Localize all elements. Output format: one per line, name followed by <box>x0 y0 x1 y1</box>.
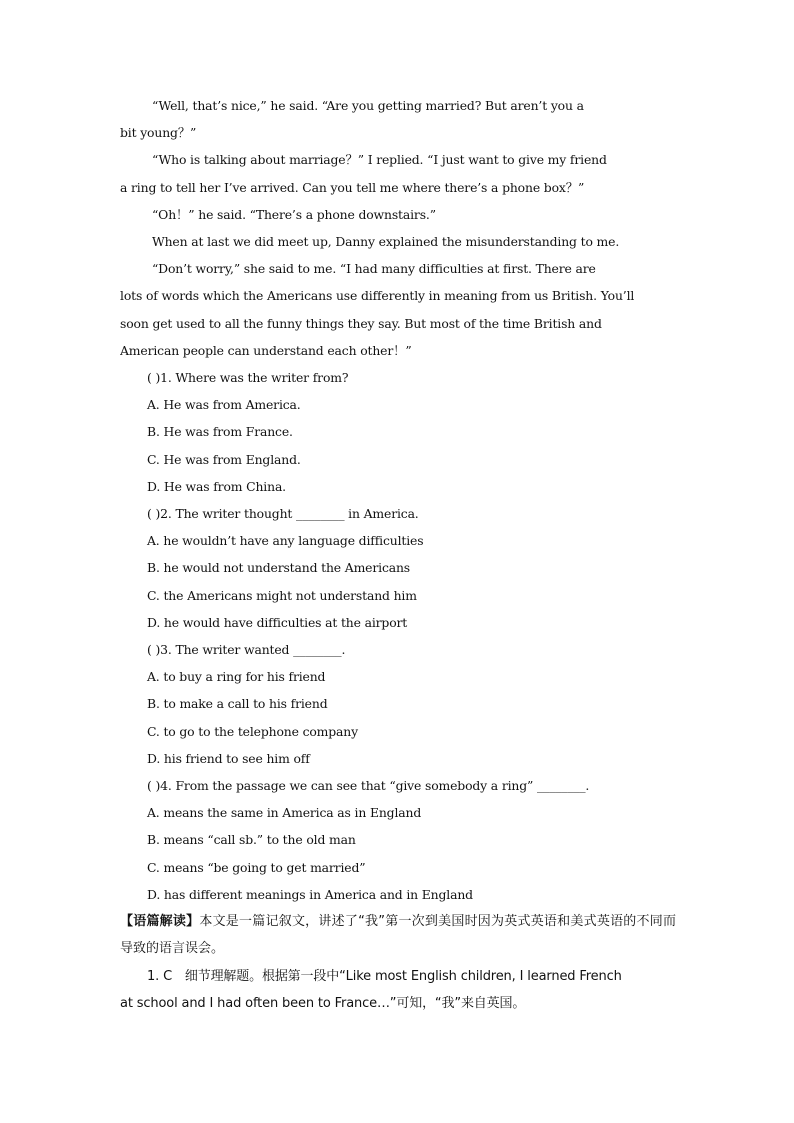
question-stem: ( )3. The writer wanted ________. <box>147 642 346 658</box>
passage <box>120 92 676 364</box>
explanation-summary <box>120 908 676 962</box>
option-a: A. He was from America. <box>147 397 301 413</box>
passage-line: lots of words which the Americans use differently in meaning from us British. You’ll <box>120 288 635 304</box>
passage-line: “Oh！” he said. “There’s a phone downstairs.” <box>152 206 436 222</box>
answer-line: 1. C 细节理解题。根据第一段中“Like most English children, I learned French <box>147 968 622 984</box>
option-a: A. to buy a ring for his friend <box>147 669 326 685</box>
question-2 <box>120 500 676 636</box>
question-3 <box>120 636 676 772</box>
document-page <box>120 92 676 1017</box>
passage-line: “Who is talking about marriage？” I replied. “I just want to give my friend <box>152 152 607 168</box>
option-a: A. means the same in America as in England <box>147 805 422 821</box>
passage-line: a ring to tell her I’ve arrived. Can you tell me where there’s a phone box？” <box>120 179 585 195</box>
option-c: C. means “be going to get married” <box>147 859 366 875</box>
option-d: D. He was from China. <box>147 478 286 494</box>
explanation <box>120 908 676 1017</box>
option-c: C. the Americans might not understand him <box>147 587 417 603</box>
question-4 <box>120 772 676 908</box>
answer-line: at school and I had often been to France…”可知，“我”来自英国。 <box>120 995 526 1011</box>
option-d: D. he would have difficulties at the airport <box>147 614 408 630</box>
option-c: C. to go to the telephone company <box>147 723 358 739</box>
passage-line: soon get used to all the funny things they say. But most of the time British and <box>120 315 602 331</box>
option-b: B. he would not understand the Americans <box>147 560 411 576</box>
passage-line: American people can understand each other！” <box>120 342 412 358</box>
option-d: D. his friend to see him off <box>147 750 310 766</box>
option-b: B. He was from France. <box>147 424 293 440</box>
option-b: B. to make a call to his friend <box>147 696 328 712</box>
question-1 <box>120 364 676 500</box>
option-a: A. he wouldn’t have any language difficulties <box>147 533 424 549</box>
option-c: C. He was from England. <box>147 451 301 467</box>
explanation-heading: 【语篇解读】 <box>120 914 200 930</box>
passage-line: When at last we did meet up, Danny explained the misunderstanding to me. <box>152 234 620 250</box>
question-stem: ( )4. From the passage we can see that “give somebody a ring” ________. <box>147 778 590 794</box>
question-stem: ( )2. The writer thought ________ in America. <box>147 506 419 522</box>
explanation-summary-text: 本文是一篇记叙文，讲述了“我”第一次到美国时因为英式英语和美式英语的不同而导致的语言误会。 <box>120 914 676 957</box>
option-d: D. has different meanings in America and in England <box>147 886 473 902</box>
question-stem: ( )1. Where was the writer from? <box>147 370 349 386</box>
passage-line: bit young？” <box>120 125 197 141</box>
passage-line: “Well, that’s nice,” he said. “Are you getting married? But aren’t you a <box>152 98 584 113</box>
option-b: B. means “call sb.” to the old man <box>147 832 356 848</box>
passage-line: “Don’t worry,” she said to me. “I had many difficulties at first. There are <box>152 261 596 277</box>
